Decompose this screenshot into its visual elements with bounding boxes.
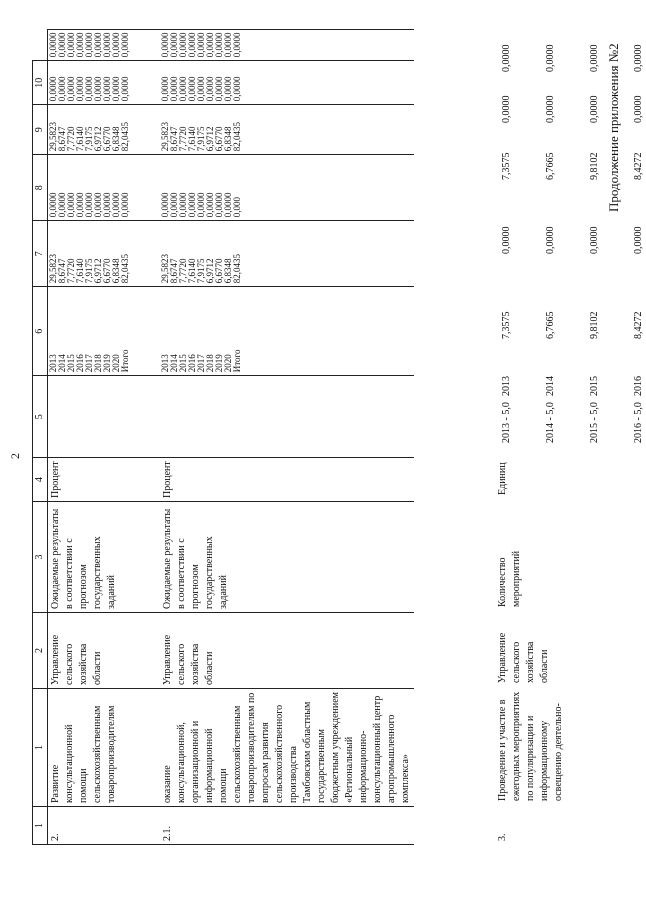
value-cell: 2013	[48, 354, 58, 373]
value-cell: 8,6747	[57, 126, 67, 152]
value-cell: 0,0000	[231, 32, 242, 58]
header-cell: 9	[33, 105, 48, 155]
row3-target-cell: 2016 - 5,0	[633, 402, 644, 443]
value-cell: 0,000	[231, 197, 242, 218]
value-cell: 6,6770	[102, 126, 112, 152]
value-cell: 0,0000	[66, 76, 76, 102]
row3-indicator: Количество мероприятий	[497, 550, 522, 607]
row-name: оказание консультационной, организационной и информационной помощи сельскохозяйственным товаропроизводителям по вопросам развития сельскохозяйственного производства Тамбовским областным государственным бюджетным учреждением «Региональный информационно-консультационный центр агропромышленного комплекса»	[160, 689, 414, 807]
row3-c9-cell: 0,0000	[545, 95, 556, 123]
value-cell: 2019	[213, 354, 224, 373]
value-list-col9	[160, 61, 414, 105]
value-cell: 0,0000	[159, 32, 170, 58]
value-cell: 2016	[186, 354, 197, 373]
value-cell: 0,0000	[102, 32, 112, 58]
value-cell: 2018	[204, 354, 215, 373]
row3-year-cell: 2015	[589, 376, 600, 396]
value-cell: 6,6770	[213, 258, 224, 284]
value-cell: 7,9175	[195, 258, 206, 284]
value-cell: 0,0000	[186, 192, 197, 218]
row-indicator: Ожидаемые результаты в соответствии с прогнозом государственных заданий	[160, 502, 414, 613]
header-cell: 1	[33, 689, 48, 807]
value-list-col8	[160, 105, 414, 155]
value-cell: 8,6747	[168, 126, 179, 152]
value-cell: 6,9712	[93, 258, 103, 284]
value-cell: 0,0000	[57, 32, 67, 58]
row-indicator: Ожидаемые результаты в соответствии с прогнозом государственных заданий	[48, 502, 160, 613]
year-list	[48, 287, 160, 376]
header-cell: 8	[33, 155, 48, 221]
value-cell: 6,8348	[222, 126, 233, 152]
value-cell: Итого	[120, 349, 130, 373]
value-cell: 7,6140	[75, 258, 85, 284]
row-unit: Процент	[160, 458, 414, 502]
row-executor: Управление сельского хозяйства области	[160, 613, 414, 689]
value-cell: 29,5823	[48, 254, 58, 284]
value-cell: 0,0000	[57, 192, 67, 218]
value-cell: 6,6770	[102, 258, 112, 284]
value-cell: 0,0000	[222, 76, 233, 102]
value-cell: 29,5823	[159, 254, 170, 284]
value-cell: 0,0000	[177, 192, 188, 218]
row3-number: 3.	[497, 833, 508, 841]
value-cell: 2015	[177, 354, 188, 373]
value-cell: 7,6140	[186, 258, 197, 284]
value-cell: 2016	[75, 354, 85, 373]
row3-c10-cell: 0,0000	[589, 44, 600, 72]
value-cell: 0,0000	[195, 76, 206, 102]
value-cell: 0,0000	[93, 32, 103, 58]
value-cell: 2013	[159, 354, 170, 373]
value-cell: 2015	[66, 354, 76, 373]
value-cell: 0,0000	[222, 32, 233, 58]
value-cell: 0,0000	[168, 76, 179, 102]
row3-c9-cell: 0,0000	[501, 95, 512, 123]
value-cell: 0,0000	[231, 76, 242, 102]
row-number: 2.	[48, 807, 160, 845]
row3-target-cell: 2015 - 5,0	[589, 402, 600, 443]
value-cell: 82,0435	[120, 254, 130, 284]
value-list-col8	[48, 105, 160, 155]
value-list-col6	[48, 221, 160, 287]
value-list-col10	[48, 29, 160, 61]
value-cell: 0,0000	[75, 32, 85, 58]
row3-c6-cell: 6,7665	[545, 311, 556, 339]
header-cell: 6	[33, 287, 48, 376]
header-cell: 7	[33, 221, 48, 287]
value-cell: 29,5823	[159, 122, 170, 152]
table-row	[160, 29, 414, 844]
program-table	[32, 29, 414, 845]
value-cell: 82,0435	[231, 254, 242, 284]
row3-year-cell: 2016	[633, 376, 644, 396]
value-cell: 0,0000	[120, 76, 130, 102]
value-cell: 0,0000	[57, 76, 67, 102]
row-unit: Процент	[48, 458, 160, 502]
header-cell: 1	[33, 807, 48, 845]
row3-year-cell: 2014	[545, 376, 556, 396]
row-target	[160, 376, 414, 458]
value-cell: 0,0000	[177, 76, 188, 102]
row3-c7-cell: 0,0000	[501, 226, 512, 254]
value-cell: 0,0000	[213, 192, 224, 218]
row3-c10-cell: 0,0000	[545, 44, 556, 72]
value-cell: 2019	[102, 354, 112, 373]
value-list-col6	[160, 221, 414, 287]
value-cell: 0,0000	[75, 192, 85, 218]
row3-c7-cell: 0,0000	[589, 226, 600, 254]
value-cell: 0,0000	[93, 76, 103, 102]
value-cell: 7,7720	[177, 258, 188, 284]
value-cell: 0,0000	[48, 32, 58, 58]
value-cell: 0,0000	[84, 32, 94, 58]
value-cell: 0,0000	[48, 192, 58, 218]
row-name: Развитие консультационной помощи сельскохозяйственным товаропроизводителям	[48, 689, 160, 807]
value-cell: 0,0000	[186, 76, 197, 102]
value-cell: 2014	[168, 354, 179, 373]
value-cell: 0,0000	[66, 192, 76, 218]
value-cell: 0,0000	[213, 32, 224, 58]
value-cell: 7,6140	[186, 126, 197, 152]
value-list-col9	[48, 61, 160, 105]
year-list	[160, 287, 414, 376]
value-cell: 7,7720	[66, 126, 76, 152]
row3-c6-cell: 8,4272	[633, 311, 644, 339]
header-cell: 3	[33, 502, 48, 613]
value-cell: 0,0000	[120, 32, 130, 58]
value-cell: 0,0000	[84, 76, 94, 102]
value-cell: 6,6770	[213, 126, 224, 152]
value-cell: 0,0000	[168, 32, 179, 58]
value-cell: 6,8348	[111, 258, 121, 284]
row3-name: Проведение и участие в ежегодных мероприятиях по популяризации и информационному освещению деятельно-	[497, 691, 564, 801]
value-cell: 0,0000	[204, 192, 215, 218]
value-cell: 6,8348	[111, 126, 121, 152]
row3-executor: Управление сельского хозяйства области	[497, 632, 550, 683]
value-cell: 0,0000	[102, 192, 112, 218]
row3-c10-cell: 0,0000	[633, 44, 644, 72]
row3-c7-cell: 0,0000	[545, 226, 556, 254]
value-cell: 0,0000	[111, 76, 121, 102]
row-executor: Управление сельского хозяйства области	[48, 613, 160, 689]
row-number: 2.1.	[160, 807, 414, 845]
row3-c9-cell: 0,0000	[633, 95, 644, 123]
value-cell: 8,6747	[57, 258, 67, 284]
value-cell: 0,0000	[111, 192, 121, 218]
value-cell: 29,5823	[48, 122, 58, 152]
column-number-row	[33, 29, 48, 844]
value-cell: 6,9712	[93, 126, 103, 152]
continuation-title: Продолжение приложения №2	[606, 43, 621, 212]
row3-c8-cell: 8,4272	[633, 152, 644, 180]
value-cell: 2017	[195, 354, 206, 373]
value-cell: 82,0435	[120, 122, 130, 152]
value-cell: 0,0000	[93, 192, 103, 218]
row3-year-cell: 2013	[501, 376, 512, 396]
value-cell: 82,0435	[231, 122, 242, 152]
value-cell: 7,9175	[84, 126, 94, 152]
value-cell: 0,0000	[75, 76, 85, 102]
value-cell: 0,0000	[222, 192, 233, 218]
row3-c7-cell: 0,0000	[633, 226, 644, 254]
row-target	[48, 376, 160, 458]
row3-c8-cell: 7,3575	[501, 152, 512, 180]
value-cell: 2014	[57, 354, 67, 373]
value-cell: 2017	[84, 354, 94, 373]
value-cell: 7,9175	[84, 258, 94, 284]
row3-c8-cell: 6,7665	[545, 152, 556, 180]
table-row	[48, 29, 160, 844]
row3-c10-cell: 0,0000	[501, 44, 512, 72]
value-cell: 0,0000	[84, 192, 94, 218]
value-cell: 7,7720	[66, 258, 76, 284]
value-list-col7	[160, 155, 414, 221]
value-cell: 0,0000	[177, 32, 188, 58]
value-cell: 0,0000	[213, 76, 224, 102]
header-cell: 10	[33, 61, 48, 105]
value-cell: 0,0000	[159, 76, 170, 102]
value-cell: 0,0000	[186, 32, 197, 58]
header-cell: 4	[33, 458, 48, 502]
value-cell: 0,0000	[159, 192, 170, 218]
value-cell: 0,0000	[204, 76, 215, 102]
value-list-col10	[160, 29, 414, 61]
value-cell: 2020	[111, 354, 121, 373]
page-number: 2	[8, 453, 22, 459]
value-cell: 8,6747	[168, 258, 179, 284]
value-cell: 0,0000	[195, 32, 206, 58]
row3-target-cell: 2013 - 5,0	[501, 402, 512, 443]
row3-c6-cell: 7,3575	[501, 311, 512, 339]
value-cell: 6,8348	[222, 258, 233, 284]
value-cell: 0,0000	[66, 32, 76, 58]
value-cell: 0,0000	[120, 192, 130, 218]
value-cell: Итого	[231, 349, 242, 373]
value-cell: 7,6140	[75, 126, 85, 152]
value-cell: 7,7720	[177, 126, 188, 152]
value-cell: 0,0000	[195, 192, 206, 218]
row3-unit: Единиц	[497, 462, 508, 495]
row3-c6-cell: 9,8102	[589, 311, 600, 339]
value-cell: 2020	[222, 354, 233, 373]
value-cell: 6,9712	[204, 126, 215, 152]
value-cell: 0,0000	[204, 32, 215, 58]
row3-c9-cell: 0,0000	[589, 95, 600, 123]
value-cell: 2018	[93, 354, 103, 373]
value-cell: 6,9712	[204, 258, 215, 284]
row3-c8-cell: 9,8102	[589, 152, 600, 180]
row3-target-cell: 2014 - 5,0	[545, 402, 556, 443]
value-cell: 0,0000	[102, 76, 112, 102]
header-cell: 5	[33, 376, 48, 458]
value-cell: 0,0000	[168, 192, 179, 218]
value-cell: 0,0000	[111, 32, 121, 58]
value-list-col7	[48, 155, 160, 221]
value-cell: 0,0000	[48, 76, 58, 102]
header-cell: 2	[33, 613, 48, 689]
value-cell: 7,9175	[195, 126, 206, 152]
